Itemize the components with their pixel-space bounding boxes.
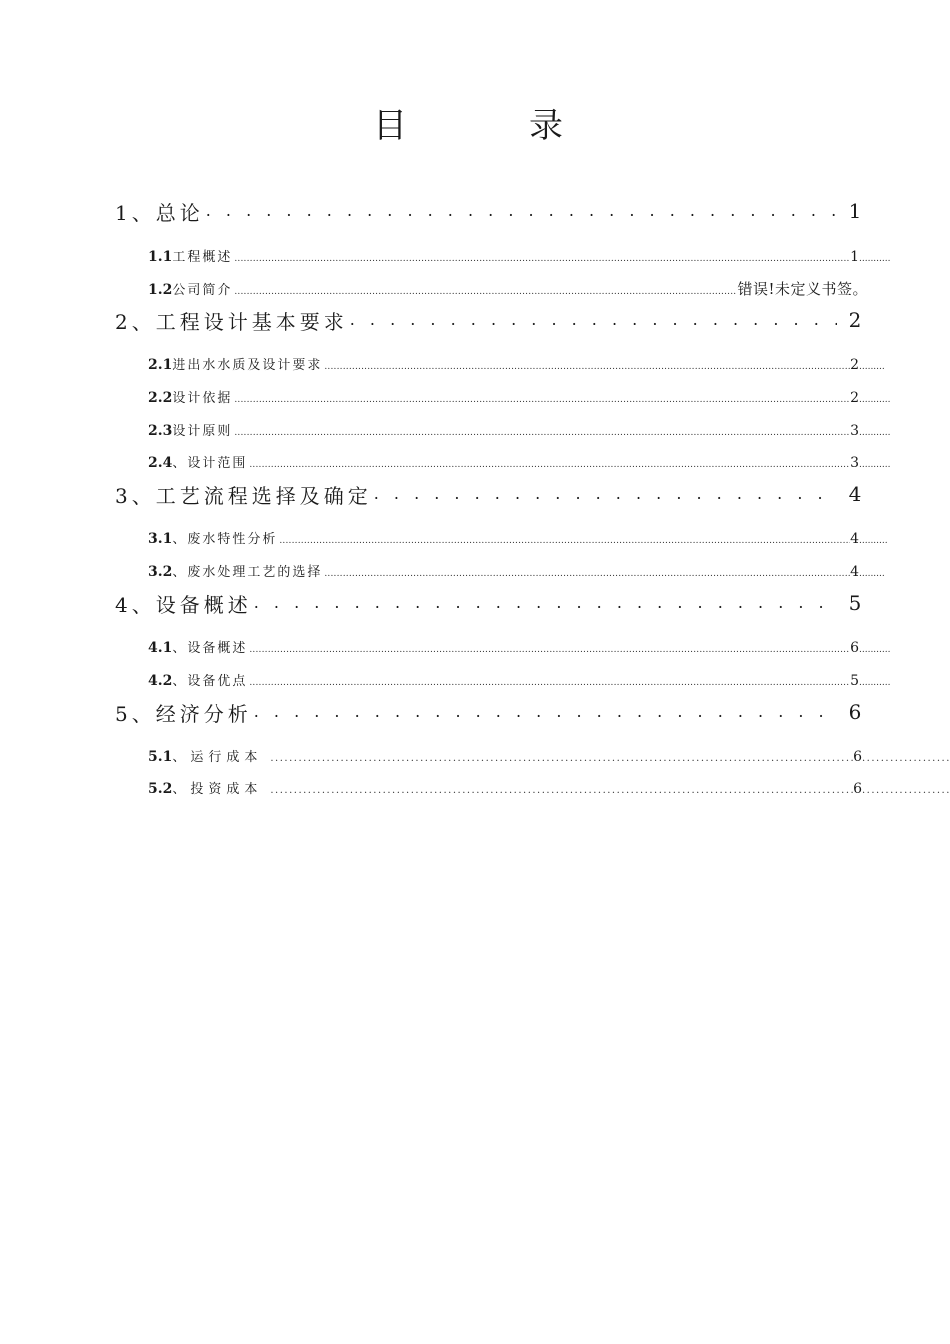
subsection-number: 1.2 — [148, 282, 173, 298]
toc-section-5[interactable] — [115, 694, 865, 730]
section-label: 2、工程设计基本要求 — [115, 309, 348, 334]
dot-leader — [374, 486, 837, 502]
toc-subsection-2-2[interactable] — [148, 387, 891, 409]
toc-subsection-3-1[interactable] — [148, 528, 888, 550]
dot-leader — [249, 460, 850, 470]
subsection-number: 5.2 — [148, 781, 173, 797]
dot-leader — [234, 428, 850, 438]
toc-title: 目 录 — [373, 106, 607, 146]
subsection-label: 公司简介 — [172, 283, 233, 298]
subsection-label: 设计依据 — [172, 391, 233, 406]
subsection-page: 6 — [853, 781, 862, 797]
toc-subsection-2-3[interactable] — [148, 420, 891, 442]
dot-leader — [234, 254, 850, 264]
dot-leader — [249, 645, 850, 655]
toc-subsection-3-2[interactable] — [148, 561, 884, 583]
subsection-label: 设计原则 — [172, 424, 233, 439]
subsection-number: 2.1 — [148, 357, 173, 373]
subsection-label: 进出水水质及设计要求 — [172, 358, 323, 373]
subsection-number: 4.2 — [148, 673, 173, 689]
dot-leader — [350, 312, 837, 328]
dot-leader-tail — [859, 678, 891, 688]
subsection-label: 、设备概述 — [172, 641, 248, 656]
dot-leader — [254, 704, 837, 720]
subsection-page: 4 — [850, 531, 859, 547]
subsection-page: 4 — [850, 564, 859, 580]
subsection-number: 2.2 — [148, 390, 173, 406]
dot-leader — [254, 595, 837, 611]
subsection-page: 2 — [850, 357, 859, 373]
subsection-number: 1.1 — [148, 249, 173, 265]
dot-leader-tail — [859, 536, 888, 546]
section-label: 3、工艺流程选择及确定 — [115, 483, 372, 508]
dot-leader — [324, 362, 850, 372]
section-page: 5 — [848, 591, 862, 615]
subsection-label: 、投资成本 — [172, 782, 263, 797]
dot-leader — [324, 569, 850, 579]
toc-section-4[interactable] — [115, 585, 865, 621]
toc-subsection-2-1[interactable] — [148, 354, 884, 376]
dot-leader-tail — [862, 785, 950, 796]
section-label: 4、设备概述 — [115, 592, 252, 617]
subsection-page: 6 — [853, 749, 862, 765]
dot-leader-tail — [859, 569, 884, 579]
subsection-page: 2 — [850, 390, 859, 406]
dot-leader — [234, 287, 737, 297]
subsection-page: 5 — [850, 673, 859, 689]
dot-leader-tail — [859, 362, 884, 372]
subsection-page: 1 — [850, 249, 859, 265]
toc-subsection-4-2[interactable] — [148, 670, 891, 692]
toc-subsection-4-1[interactable] — [148, 637, 891, 659]
subsection-number: 2.4 — [148, 455, 173, 471]
subsection-number: 3.1 — [148, 531, 173, 547]
toc-section-1[interactable] — [115, 193, 865, 229]
subsection-page: 3 — [850, 423, 859, 439]
dot-leader — [234, 395, 850, 405]
section-page: 1 — [848, 199, 862, 223]
section-label: 1、总论 — [115, 200, 204, 225]
bookmark-error-text: 错误!未定义书签。 — [737, 280, 868, 298]
subsection-label: 、废水处理工艺的选择 — [172, 565, 323, 580]
section-page: 2 — [848, 308, 862, 332]
toc-section-2[interactable] — [115, 302, 865, 338]
subsection-label: 、运行成本 — [172, 750, 263, 765]
dot-leader-tail — [859, 395, 891, 405]
subsection-page: 3 — [850, 455, 859, 471]
toc-subsection-1-2[interactable] — [148, 278, 868, 300]
toc-subsection-1-1[interactable] — [148, 246, 891, 268]
dot-leader-tail — [859, 460, 891, 470]
section-page: 4 — [848, 482, 862, 506]
subsection-label: 、设计范围 — [172, 456, 248, 471]
subsection-page: 6 — [850, 640, 859, 656]
dot-leader — [206, 203, 837, 219]
dot-leader-tail — [862, 753, 950, 764]
toc-section-3[interactable] — [115, 476, 865, 512]
subsection-number: 3.2 — [148, 564, 173, 580]
dot-leader — [270, 785, 853, 796]
subsection-number: 2.3 — [148, 423, 173, 439]
subsection-label: 工程概述 — [172, 250, 233, 265]
section-label: 5、经济分析 — [115, 701, 252, 726]
toc-subsection-2-4[interactable] — [148, 452, 891, 474]
section-page: 6 — [848, 700, 862, 724]
dot-leader — [249, 678, 850, 688]
dot-leader-tail — [859, 645, 891, 655]
dot-leader — [279, 536, 850, 546]
toc-subsection-5-1[interactable] — [148, 746, 950, 768]
subsection-number: 4.1 — [148, 640, 173, 656]
subsection-label: 、废水特性分析 — [172, 532, 278, 547]
toc-subsection-5-2[interactable] — [148, 778, 950, 800]
dot-leader-tail — [859, 428, 891, 438]
subsection-number: 5.1 — [148, 749, 173, 765]
dot-leader-tail — [859, 254, 891, 264]
subsection-label: 、设备优点 — [172, 674, 248, 689]
dot-leader — [270, 753, 853, 764]
